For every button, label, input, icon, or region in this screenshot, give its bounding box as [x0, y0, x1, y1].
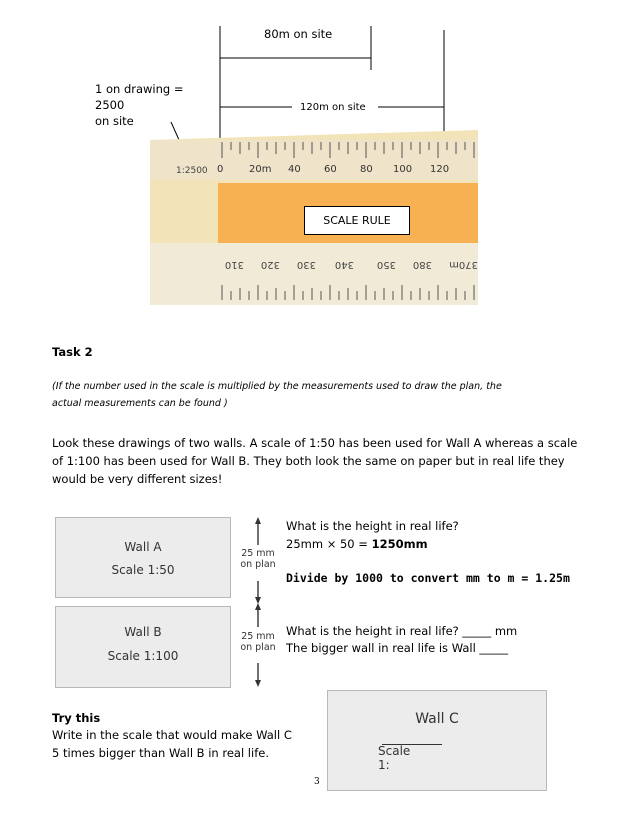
drawing-note-line3: on site [95, 114, 134, 128]
rule-tick-label: 0 [217, 164, 224, 175]
page-number: 3 [314, 777, 320, 787]
wall-c-title: Wall C [415, 711, 459, 727]
mid-dimension-label: 120m on site [300, 102, 366, 113]
dimension-arrows [243, 515, 273, 690]
drawing-note-line2: 2500 [95, 98, 125, 112]
question-3: The bigger wall in real life is Wall _____ [286, 641, 509, 655]
wall-a-dimension [233, 548, 283, 570]
try-this-line2: 5 times bigger than Wall B in real life. [52, 746, 269, 760]
question-1-calc-answer: 1250mm [371, 537, 428, 551]
question-2: What is the height in real life? _____ mm [286, 624, 518, 638]
rule-bottom-tick-label: 350 [376, 259, 396, 270]
task-note-line1: (If the number used in the scale is multiplied by the measurements used to draw the plan, the [52, 381, 502, 392]
wall-b-scale: Scale 1:100 [107, 649, 179, 663]
task-body-line3: would be very different sizes! [52, 472, 223, 486]
scale-rule-illustration [0, 0, 638, 320]
try-this-line1: Write in the scale that would make Wall C [52, 728, 292, 742]
wall-b-title: Wall B [124, 625, 162, 639]
rule-bottom-tick-label: 320 [260, 259, 280, 270]
rule-tick-label: 40 [288, 164, 301, 175]
top-dimension-label: 80m on site [264, 27, 333, 41]
scale-rule-label: SCALE RULE [304, 206, 410, 235]
rule-bottom-ticks [0, 256, 638, 270]
try-this-heading: Try this [52, 711, 101, 725]
rule-tick-label: 80 [360, 164, 373, 175]
rule-bottom-tick-label: 370m [449, 259, 478, 270]
rule-bottom-tick-label: 380 [412, 259, 432, 270]
wall-b-dim-line2: on plan [240, 642, 276, 653]
wall-c-scale-blank[interactable] [382, 744, 442, 745]
task-note-line2: actual measurements can be found ) [52, 398, 228, 409]
wall-a-dim-line1: 25 mm [241, 548, 275, 559]
wall-b-dimension [233, 631, 283, 653]
rule-tick-label: 20m [249, 164, 272, 175]
wall-a-drawing [55, 517, 231, 598]
scale-diagram [0, 0, 638, 320]
task-body-line1: Look these drawings of two walls. A scale of 1:50 has been used for Wall A whereas a scale [52, 436, 578, 450]
drawing-note-line1: 1 on drawing = [95, 82, 184, 96]
task-body-line2: of 1:100 has been used for Wall B. They both look the same on paper but in real life they [52, 454, 565, 468]
rule-scale-label: 1:2500 [176, 166, 208, 176]
question-1-convert: Divide by 1000 to convert mm to m = 1.25m [286, 571, 570, 585]
rule-bottom-tick-label: 330 [296, 259, 316, 270]
question-1-calc-prefix: 25mm × 50 = [286, 537, 372, 551]
rule-tick-label: 120 [430, 164, 450, 175]
wall-c-drawing: Wall C Scale 1: [327, 690, 547, 791]
question-1-calc [286, 537, 428, 551]
wall-b-drawing [55, 606, 231, 688]
rule-tick-label: 100 [393, 164, 413, 175]
wall-a-dim-line2: on plan [240, 559, 276, 570]
rule-bottom-tick-label: 340 [334, 259, 354, 270]
wall-b-dim-line1: 25 mm [241, 631, 275, 642]
question-1: What is the height in real life? [286, 519, 459, 533]
rule-bottom-tick-label: 310 [224, 259, 244, 270]
task-heading: Task 2 [52, 345, 93, 359]
wall-a-scale: Scale 1:50 [111, 563, 175, 577]
wall-a-title: Wall A [124, 540, 162, 554]
rule-tick-label: 60 [324, 164, 337, 175]
